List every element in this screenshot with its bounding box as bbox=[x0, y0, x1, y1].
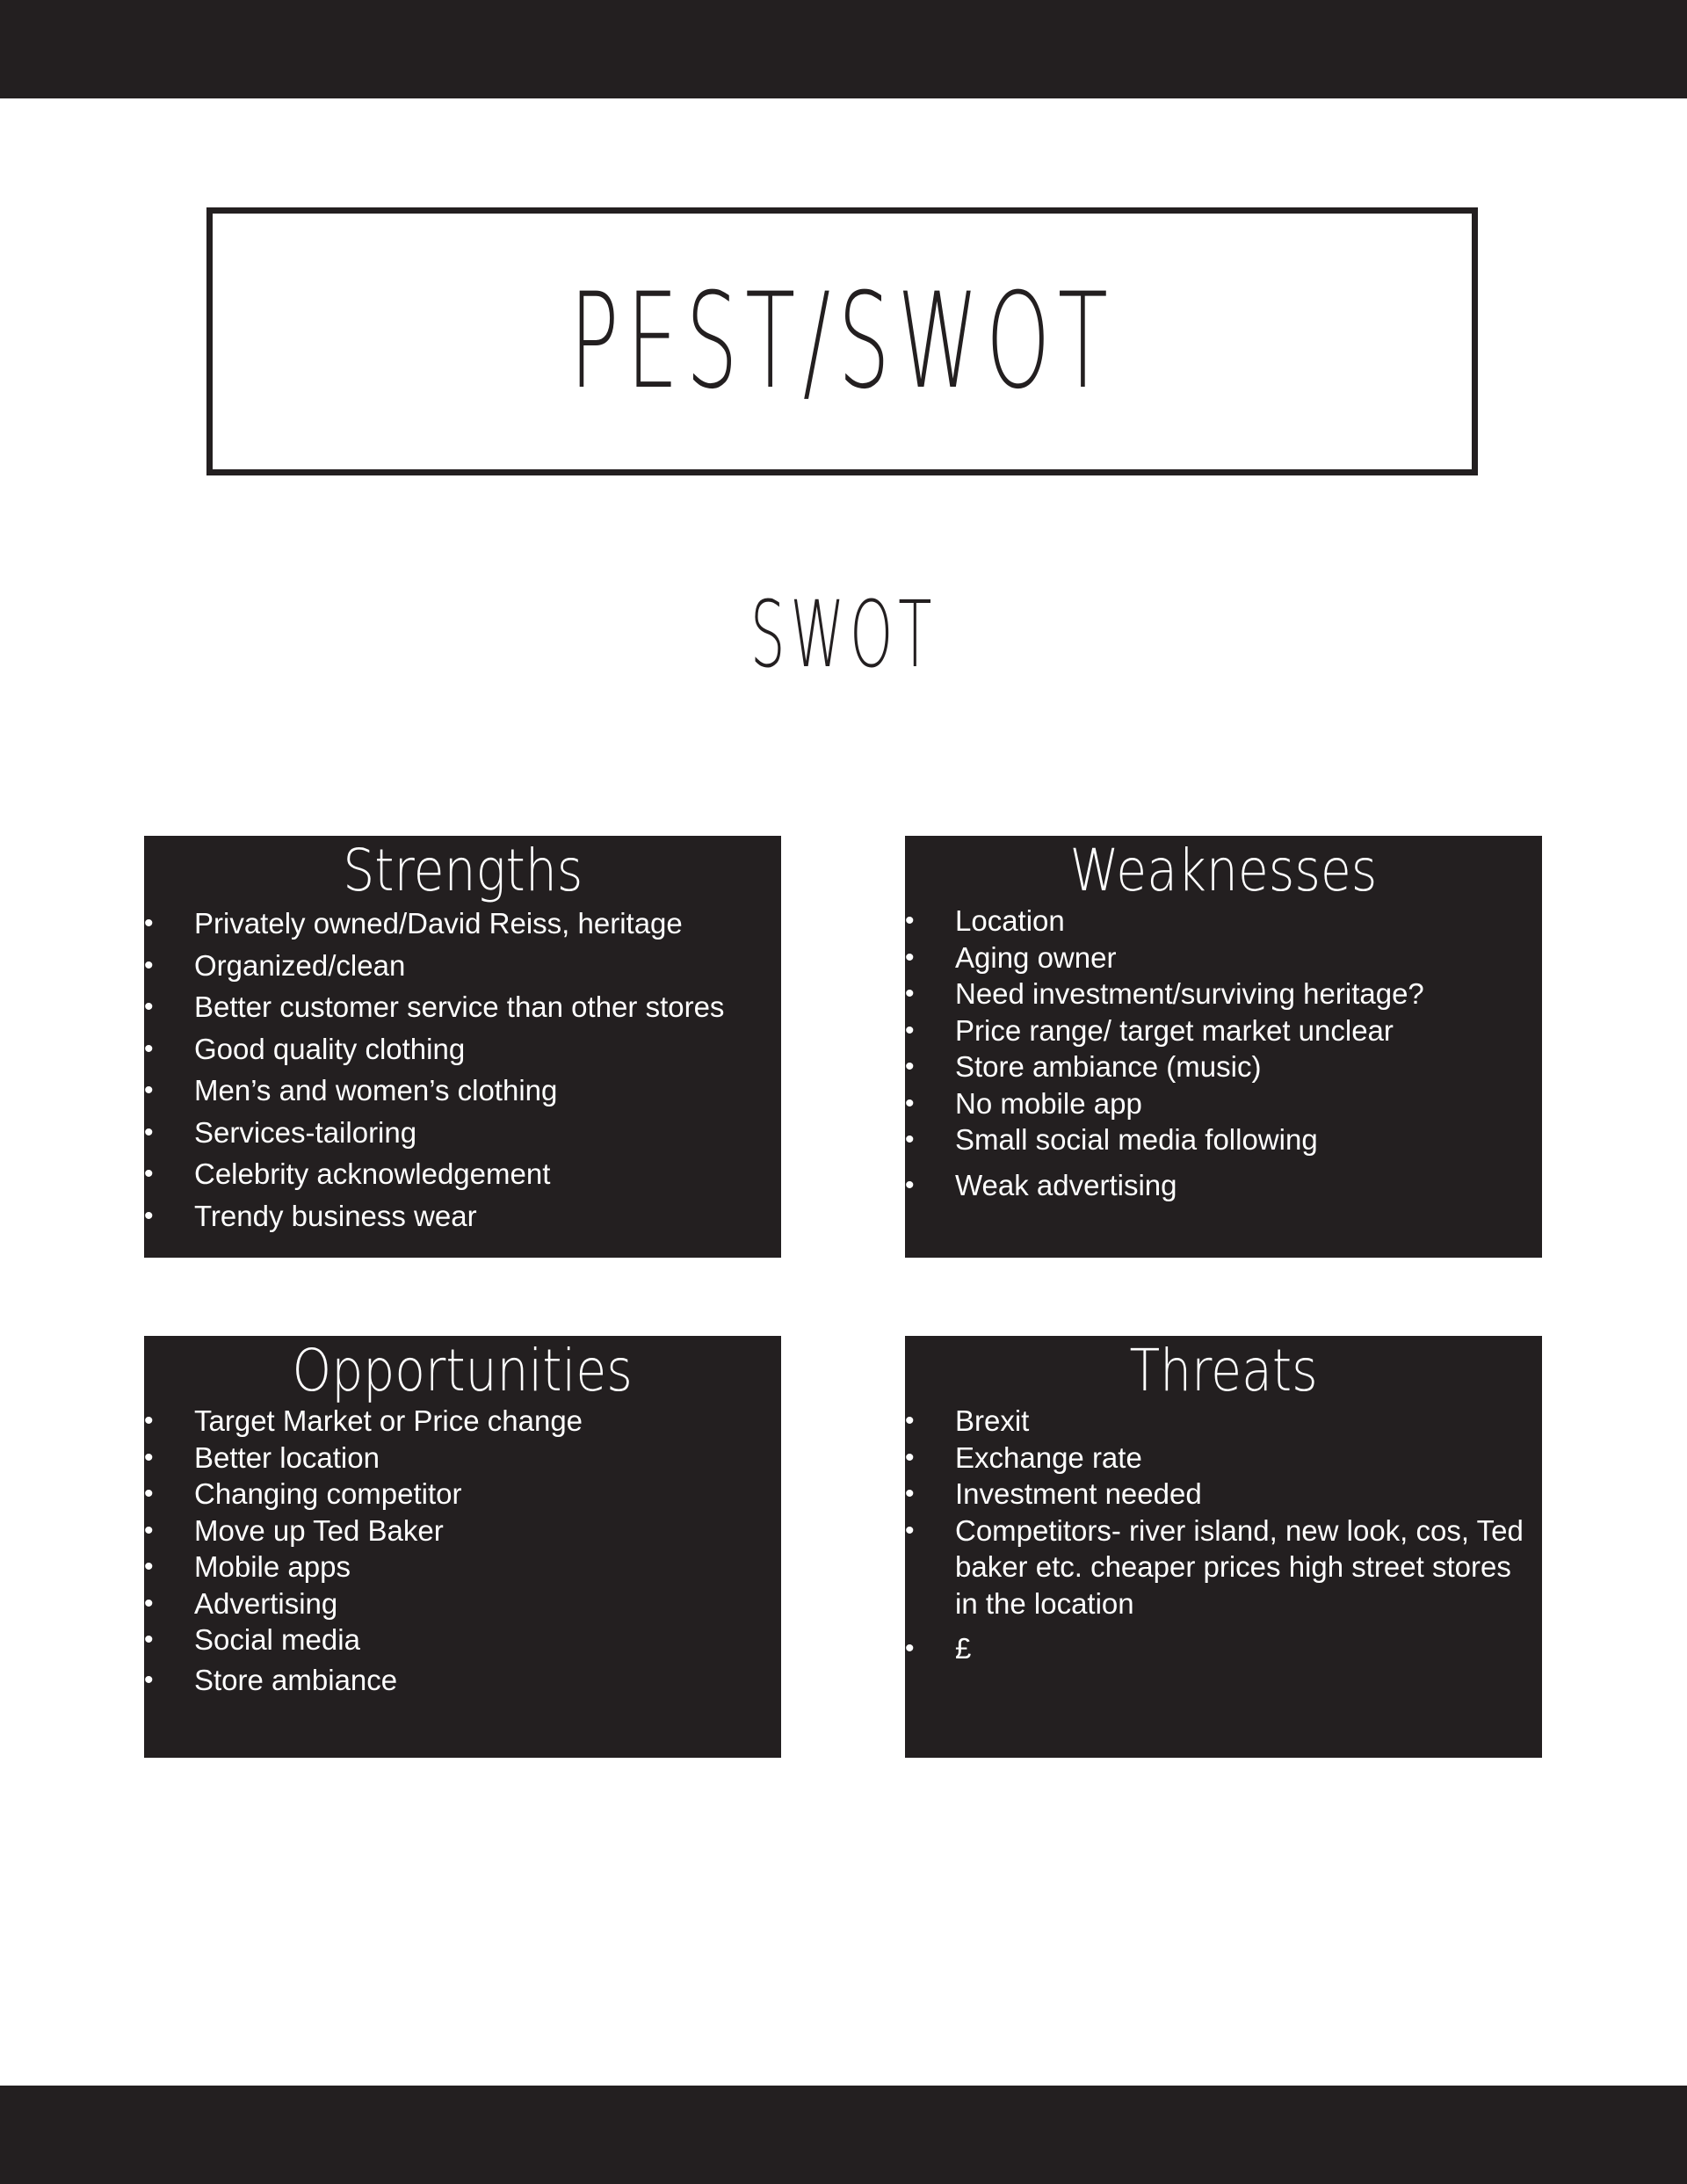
list-item: • Social media bbox=[144, 1622, 781, 1658]
page-title: PEST/SWOT bbox=[568, 265, 1116, 418]
title-box bbox=[206, 207, 1478, 475]
section-subtitle bbox=[0, 581, 1687, 688]
bottom-bar bbox=[0, 2086, 1687, 2184]
list-item: • Better customer service than other stores bbox=[144, 986, 781, 1028]
strengths-list bbox=[144, 903, 781, 1237]
list-item: • No mobile app bbox=[905, 1085, 1542, 1122]
list-item: • Organized/clean bbox=[144, 945, 781, 987]
opportunities-heading bbox=[144, 1339, 781, 1404]
threats-heading bbox=[905, 1339, 1542, 1404]
threats-heading-text: Threats bbox=[1129, 1337, 1318, 1404]
list-item: • Aging owner bbox=[905, 940, 1542, 976]
section-subtitle-text: SWOT bbox=[749, 581, 938, 688]
list-item: • Location bbox=[905, 903, 1542, 940]
weaknesses-list bbox=[905, 903, 1542, 1203]
list-item: • Move up Ted Baker bbox=[144, 1513, 781, 1549]
list-item: • Better location bbox=[144, 1440, 781, 1477]
weaknesses-heading-text: Weaknesses bbox=[1069, 837, 1378, 904]
list-item: • Brexit bbox=[905, 1403, 1542, 1440]
opportunities-list bbox=[144, 1403, 781, 1698]
list-item: • Competitors- river island, new look, cos, Ted baker etc. cheaper prices high street stores in the location bbox=[905, 1513, 1542, 1622]
opportunities-heading-text: Opportunities bbox=[292, 1337, 634, 1404]
list-item: • Services-tailoring bbox=[144, 1112, 781, 1154]
strengths-heading-text: Strengths bbox=[342, 837, 583, 904]
list-item: • Celebrity acknowledgement bbox=[144, 1153, 781, 1195]
list-item: • Target Market or Price change bbox=[144, 1403, 781, 1440]
list-item: • Men’s and women’s clothing bbox=[144, 1070, 781, 1112]
list-item: • Exchange rate bbox=[905, 1440, 1542, 1477]
list-item: • Good quality clothing bbox=[144, 1028, 781, 1070]
opportunities-panel bbox=[144, 1336, 781, 1758]
list-item: • Advertising bbox=[144, 1585, 781, 1622]
list-item: • Investment needed bbox=[905, 1476, 1542, 1513]
list-item: • Price range/ target market unclear bbox=[905, 1012, 1542, 1049]
list-item: • Trendy business wear bbox=[144, 1195, 781, 1237]
weaknesses-panel bbox=[905, 836, 1542, 1258]
list-item: • Mobile apps bbox=[144, 1549, 781, 1585]
list-item: • Small social media following bbox=[905, 1121, 1542, 1158]
list-item: • Store ambiance bbox=[144, 1662, 781, 1699]
list-item: • Need investment/surviving heritage? bbox=[905, 976, 1542, 1012]
list-item: • Weak advertising bbox=[905, 1167, 1542, 1204]
list-item: • £ bbox=[905, 1630, 1542, 1667]
list-item: • Changing competitor bbox=[144, 1476, 781, 1513]
strengths-heading bbox=[144, 839, 781, 903]
threats-list bbox=[905, 1403, 1542, 1667]
strengths-panel bbox=[144, 836, 781, 1258]
weaknesses-heading bbox=[905, 839, 1542, 903]
threats-panel bbox=[905, 1336, 1542, 1758]
list-item: • Privately owned/David Reiss, heritage bbox=[144, 903, 781, 945]
list-item: • Store ambiance (music) bbox=[905, 1048, 1542, 1085]
top-bar bbox=[0, 0, 1687, 98]
